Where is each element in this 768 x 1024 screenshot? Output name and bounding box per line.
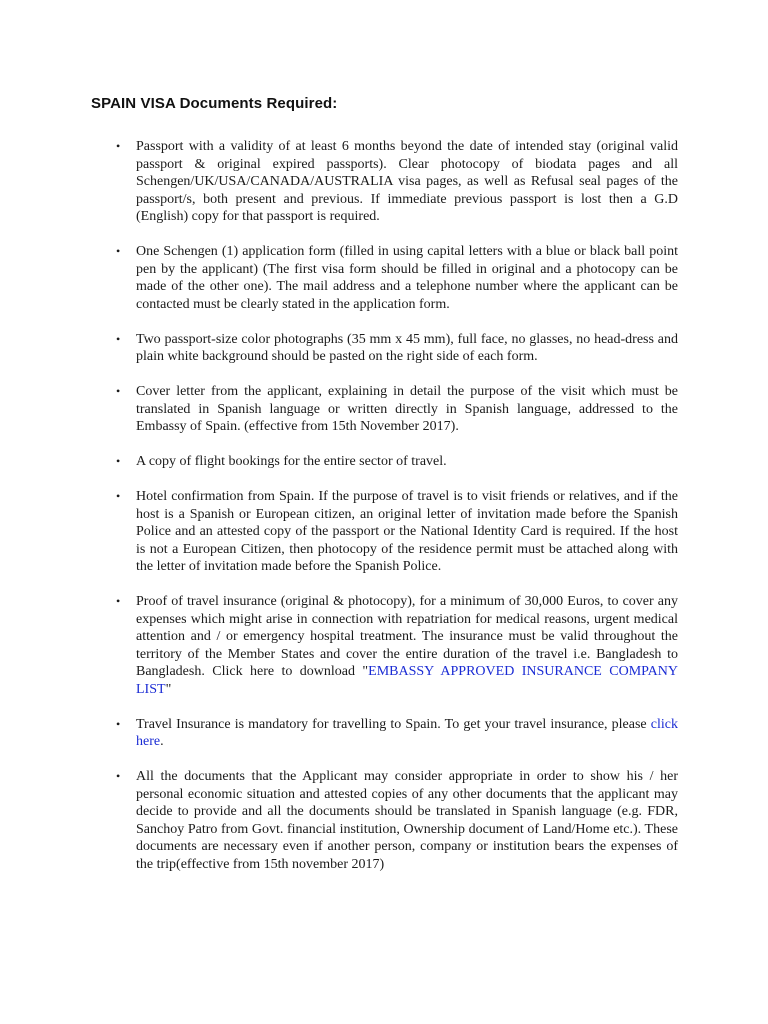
item-text: Hotel confirmation from Spain. If the purpose of travel is to visit friends or relatives, and if the host is a Spanish or European citizen, an original letter of invitation made before the Spanish Police and an attested copy of the passport or the National Identity Card is required. If the host is not a European Citizen, then photocopy of the residence permit must be attached along with the letter of invitation made before the Spanish Police. [136, 489, 678, 574]
requirements-list [116, 138, 678, 891]
item-text: Two passport-size color photographs (35 mm x 45 mm), full face, no glasses, no head-dress and plain white background should be pasted on the right side of each form. [136, 331, 678, 364]
list-item-travel-insurance-proof [116, 593, 678, 698]
list-item-photographs [116, 331, 678, 366]
item-text: Cover letter from the applicant, explaining in detail the purpose of the visit which must be translated in Spanish language or written directly in Spanish language, addressed to the Embassy of Spain. (effective from 15th November 2017). [136, 384, 678, 434]
insurance-company-list-link[interactable]: EMBASSY APPROVED INSURANCE COMPANY LIST [136, 664, 678, 697]
list-item-financial-documents [116, 768, 678, 873]
item-text: Passport with a validity of at least 6 months beyond the date of intended stay (original valid passport & original expired passports). Clear photocopy of biodata pages and all Schengen/UK/USA/CANADA/AUSTRALIA visa pages, as well as Refusal seal pages of the passport/s, both present and previous. If immediate previous passport is lost then a G.D (English) copy for that passport is required. [136, 139, 678, 224]
bullet-icon: • [116, 139, 121, 153]
list-item-application-form [116, 243, 678, 313]
list-item-cover-letter [116, 383, 678, 436]
bullet-icon: • [116, 716, 121, 731]
bullet-icon: • [116, 594, 121, 608]
list-item-passport [116, 138, 678, 226]
bullet-icon: • [116, 244, 121, 258]
bullet-icon: • [116, 489, 121, 503]
bullet-icon: • [116, 454, 121, 468]
item-text-after: . [160, 734, 164, 749]
item-text-after: " [165, 681, 172, 697]
list-item-flight-bookings [116, 453, 678, 471]
bullet-icon: • [116, 331, 121, 346]
item-text: All the documents that the Applicant may consider appropriate in order to show his / her personal economic situation and attested copies of any other documents that the applicant may decide to provide and all the documents should be translated in Spanish language (e.g. FDR, Sanchoy Patro from Govt. financial institution, Ownership document of Land/Home etc.). These documents are necessary even if another person, company or institution bears the expenses of the trip(effective from 15th november 2017) [136, 769, 678, 872]
item-text: Proof of travel insurance (original & photocopy), for a minimum of 30,000 Euros, to cover any expenses which might arise in connection with repatriation for medical reasons, urgent medical attention and / or emergency hospital treatment. The insurance must be valid throughout the territory of the Member States and cover the entire duration of the travel i.e. Bangladesh to Bangladesh. Click here to download " [136, 594, 678, 679]
list-item-hotel-confirmation [116, 488, 678, 576]
item-text: One Schengen (1) application form (filled in using capital letters with a blue or black ball point pen by the applicant) (The first visa form should be filled in original and a photocopy can be made of the other one). The mail address and a telephone number where the applicant can be contacted must be clearly stated in the application form. [136, 244, 678, 312]
item-text: Travel Insurance is mandatory for travelling to Spain. To get your travel insurance, please [136, 716, 651, 732]
click-here-link[interactable]: click here [136, 716, 678, 749]
list-item-travel-insurance-mandatory [116, 716, 678, 751]
bullet-icon: • [116, 769, 121, 783]
document-title: SPAIN VISA Documents Required: [91, 95, 338, 112]
item-text: A copy of flight bookings for the entire sector of travel. [136, 454, 447, 469]
bullet-icon: • [116, 384, 121, 398]
